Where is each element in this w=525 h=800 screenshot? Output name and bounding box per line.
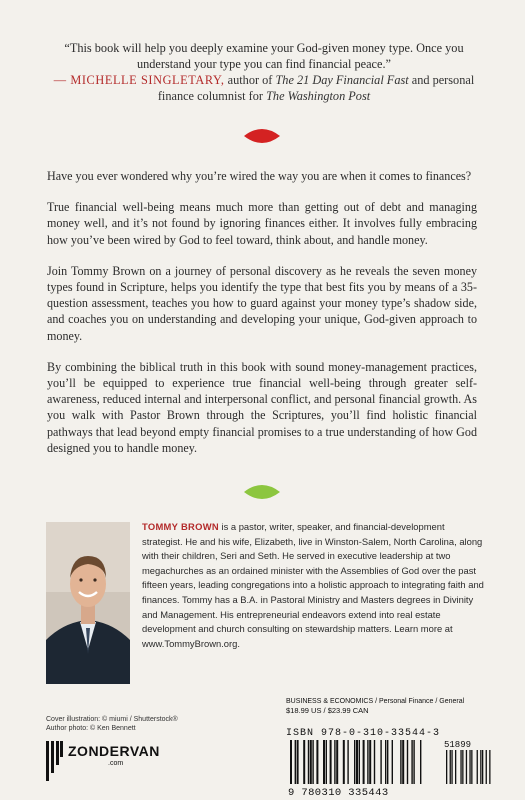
- price-addon-number: 51899: [444, 740, 472, 750]
- endorser-book-title: The 21 Day Financial Fast: [275, 73, 409, 87]
- green-leaf-ornament: [242, 482, 282, 502]
- bisac-category: BUSINESS & ECONOMICS / Personal Finance / General: [286, 698, 465, 705]
- description-paragraph: Have you ever wondered why you’re wired the way you are when it comes to finances?: [47, 169, 472, 183]
- description-paragraph: Join Tommy Brown on a journey of personal discovery as he reveals the seven money types found in Scripture, helps you identify the type that best fits you by means of a 35-question assessment, teaches you how to guard against your money type’s shadow side, and coaches you on understanding and developing your unique, God-given approach to money.: [47, 263, 477, 343]
- price-label: $18.99 US / $23.99 CAN: [286, 706, 369, 715]
- endorser-name: MICHELLE SINGLETARY,: [70, 73, 225, 87]
- publisher-logo: [46, 739, 196, 787]
- endorser-text-2: and personal finance columnist for: [157, 73, 475, 103]
- endorsement-quote: “This book will help you deeply examine your God-given money type. Once you understand your type you can find financial peace.”: [64, 41, 464, 71]
- publisher-suffix: .com: [108, 760, 124, 767]
- barcode-icon: [286, 740, 494, 788]
- endorser-dash: —: [53, 73, 71, 87]
- description-paragraph: True financial well-being means much more than getting out of debt and managing money well, and it’s not found by ignoring finances either. It involves fully embracing how you’ve been wired by God to feel toward, think about, and handle money.: [47, 200, 477, 247]
- description: [47, 168, 477, 471]
- author-portrait: [46, 522, 130, 684]
- description-paragraph: By combining the biblical truth in this book with sound money-management practices, you’ll be equipped to experience true financial well-being through greater self-awareness, reduced internal and interpersonal conflict, and personal financial growth. As you walk with Pastor Brown through the Scriptures, you’ll find holistic financial pathways that lead beyond empty financial promises to a true understanding of how God designed you to handle money.: [47, 359, 477, 455]
- author-name: TOMMY BROWN: [142, 521, 219, 532]
- endorser-text-1: author of: [224, 73, 276, 87]
- isbn-label: ISBN 978-0-310-33544-3: [286, 728, 441, 739]
- endorsement-blurb: [40, 40, 488, 104]
- image-credits: [46, 715, 178, 733]
- photo-credit: Author photo: © Ken Bennett: [46, 725, 136, 732]
- author-bio-text: is a pastor, writer, speaker, and financial-development strategist. He and his wife, Elizabeth, live in Winston-Salem, North Carolina, along with their children, Seri and Seth. He served in executive leadership at two megachurches as an ordained minister with the Assemblies of God over the past fifteen years, leading congregations into a holistic approach to integrating faith and finances. Tommy has a B.A. in Pastoral Ministry and Masters degrees in Divinity and Management. His entrepreneurial endeavors extend into real estate development and church consulting on stewardship matters. Learn more at www.TommyBrown.org.: [142, 521, 484, 649]
- publisher-name: ZONDERVAN: [68, 743, 160, 759]
- red-leaf-ornament: [242, 126, 282, 146]
- endorser-newspaper: The Washington Post: [266, 89, 371, 103]
- barcode-digits: 9 780310 335443: [288, 787, 389, 799]
- cover-credit: Cover illustration: © miumi / Shutterstock®: [46, 716, 178, 723]
- author-photo: [46, 522, 130, 684]
- zondervan-mark-icon: [46, 741, 63, 781]
- endorsement-attribution: [40, 72, 488, 104]
- author-bio: [142, 520, 484, 651]
- barcode-panel: [286, 698, 494, 799]
